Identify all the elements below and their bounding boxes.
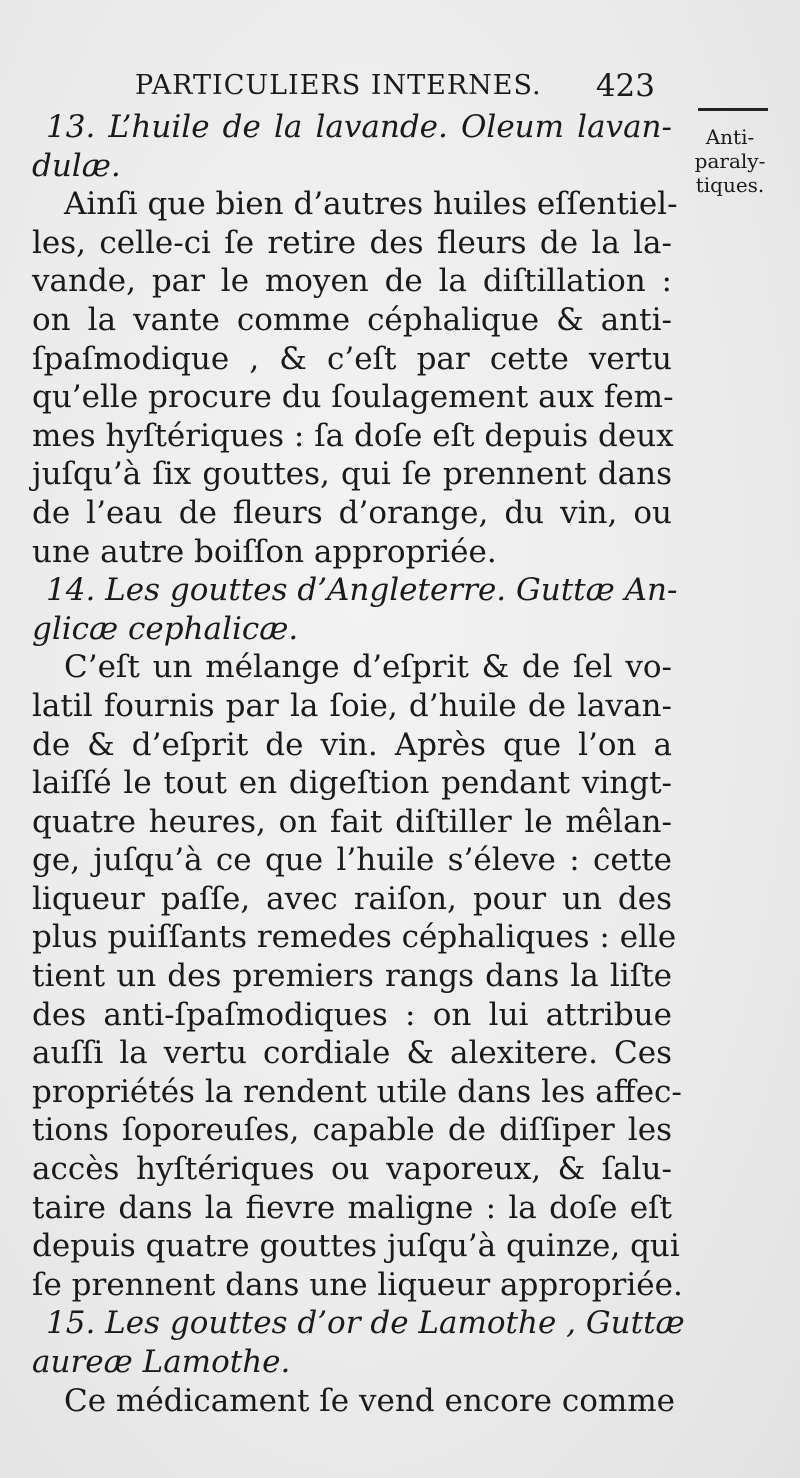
text-line: dulæ. <box>32 147 121 184</box>
text-line: plus puiſſants remedes céphaliques : elle <box>32 919 677 956</box>
text-line: une autre boiſſon appropriée. <box>32 533 497 570</box>
text-line: de & d’eſprit de vin. Après que l’on a <box>32 726 672 763</box>
text-line: aureæ Lamothe. <box>32 1344 291 1380</box>
margin-note-line: tiques. <box>695 173 765 197</box>
page-header <box>135 70 655 110</box>
text-line: quatre heures, on fait diſtiller le mêlan- <box>32 803 672 840</box>
text-line: tient un des premiers rangs dans la liſte <box>32 958 672 995</box>
running-head: PARTICULIERS INTERNES. <box>135 70 542 101</box>
text-line: juſqu’à ſix gouttes, qui ſe prennent dans <box>32 456 672 493</box>
text-line: liqueur paſſe, avec raiſon, pour un des <box>32 880 672 917</box>
text-line: laiſſé le tout en digeſtion pendant vingt- <box>32 765 672 802</box>
page-number: 423 <box>595 68 655 104</box>
text-line: on la vante comme céphalique & anti- <box>32 301 672 338</box>
text-line: des anti-ſpaſmodiques : on lui attribue <box>32 996 672 1033</box>
text-line: de l’eau de fleurs d’orange, du vin, ou <box>32 494 672 531</box>
text-line: glicæ cephalicæ. <box>32 610 299 647</box>
text-line: auſſi la vertu cordiale & alexitere. Ces <box>32 1035 672 1072</box>
text-line: Ce médicament ſe vend encore comme <box>64 1382 675 1419</box>
body-text <box>32 108 685 1420</box>
text-line: taire dans la fievre maligne : la doſe eſt <box>32 1189 672 1226</box>
text-line: tions ſoporeuſes, capable de diſſiper les <box>32 1112 672 1149</box>
text-line: 14. Les gouttes d’Angleterre. Guttæ An- <box>46 572 678 609</box>
text-line: 13. L’huile de la lavande. Oleum lavan- <box>46 109 672 145</box>
text-line: ſpaſmodique , & c’eſt par cette vertu <box>32 340 672 377</box>
text-line: les, celle-ci ſe retire des fleurs de la la- <box>32 224 672 261</box>
text-line: mes hyſtériques : ſa doſe eſt depuis deux <box>32 417 674 454</box>
text-line: qu’elle procure du ſoulagement aux fem- <box>32 379 674 416</box>
text-line: vande, par le moyen de la diſtillation : <box>32 263 672 300</box>
text-line: accès hyſtériques ou vaporeux, & ſalu- <box>32 1151 672 1188</box>
margin-note-line: Anti- <box>705 125 755 149</box>
text-line: propriétés la rendent utile dans les affec- <box>32 1073 682 1110</box>
text-line: ſe prennent dans une liqueur appropriée. <box>32 1266 683 1303</box>
margin-rule <box>698 108 768 111</box>
text-line: C’eſt un mélange d’eſprit & de ſel vo- <box>64 649 672 686</box>
margin-note-line: paraly- <box>694 149 766 173</box>
text-line: 15. Les gouttes d’or de Lamothe , Guttæ <box>46 1305 685 1342</box>
text-line: ge, juſqu’à ce que l’huile s’éleve : cette <box>32 842 672 879</box>
text-line: depuis quatre gouttes juſqu’à quinze, qui <box>32 1228 680 1265</box>
text-line: Ainſi que bien d’autres huiles eſſentiel- <box>64 186 678 223</box>
margin-note <box>690 108 800 197</box>
text-line: latil fournis par la ſoie, d’huile de lavan- <box>32 687 672 724</box>
